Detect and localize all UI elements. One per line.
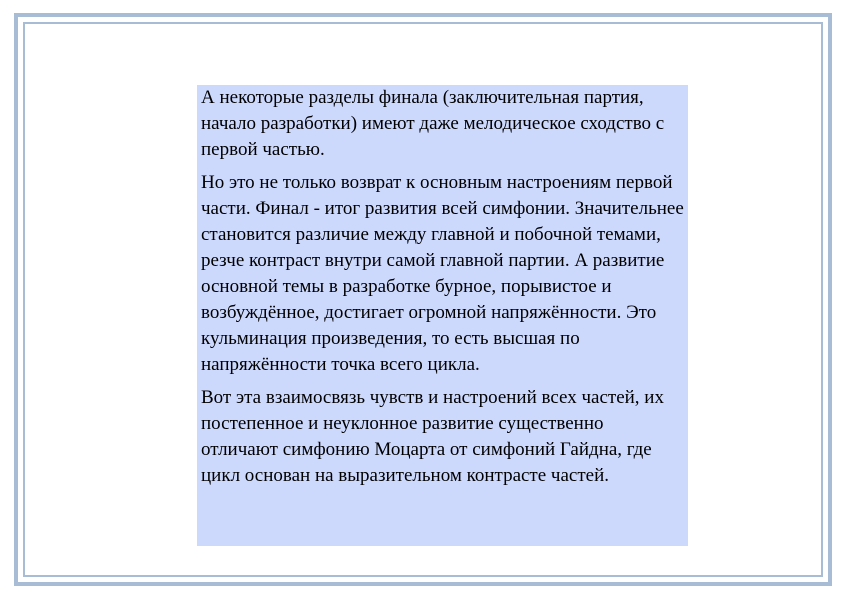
paragraph-1: А некоторые разделы финала (заключительная партия, начало разработки) имеют даже мелодическое сходство с первой частью. (201, 87, 665, 160)
slide-text-box (197, 85, 688, 546)
paragraph-3: Вот эта взаимосвязь чувств и настроений всех частей, их постепенное и неуклонное развитие существенно отличают симфонию Моцарта от симфоний Гайдна, где цикл основан на выразительном контрасте частей. (201, 387, 664, 486)
paragraph-2: Но это не только возврат к основным настроениям первой части. Финал - итог развития всей симфонии. Значительнее становится различие между главной и побочной темами, резче контраст внутри самой главной партии. А развитие основной темы в разработке бурное, порывистое и возбуждённое, достигает огромной напряжённости. Это кульминация произведения, то есть высшая по напряжённости точка всего цикла. (201, 172, 684, 375)
